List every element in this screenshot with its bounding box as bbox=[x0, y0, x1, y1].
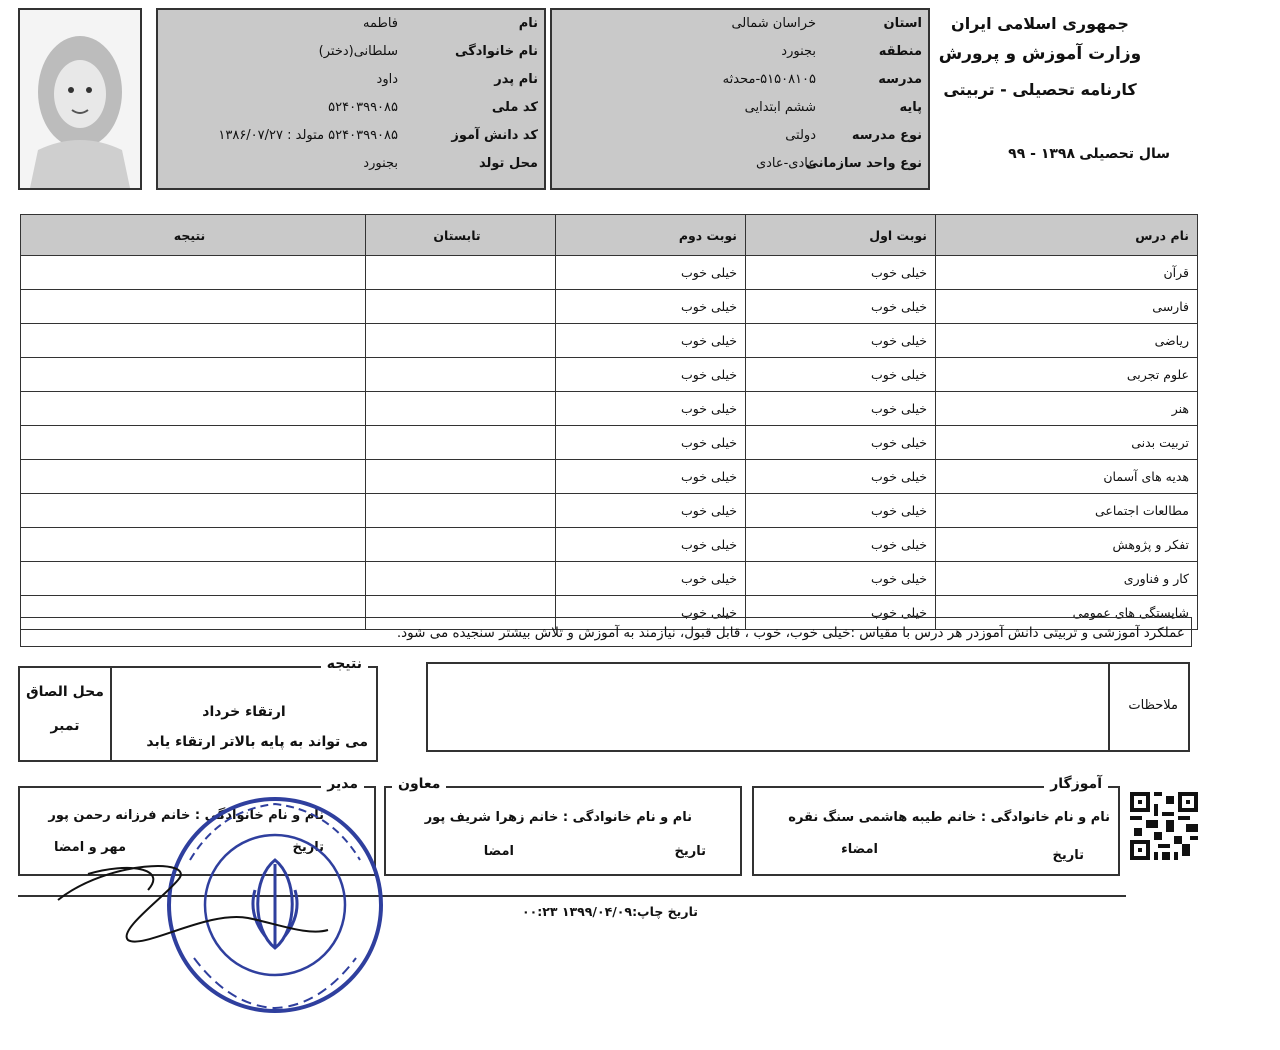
result-cell bbox=[21, 426, 366, 460]
student-photo bbox=[18, 8, 142, 190]
student_info-row bbox=[158, 44, 544, 72]
term2-cell: خیلی خوب bbox=[556, 290, 746, 324]
subject-cell: علوم تجربی bbox=[936, 358, 1198, 392]
term1-cell: خیلی خوب bbox=[746, 256, 936, 290]
school_info-value: دولتی bbox=[785, 128, 816, 143]
student_info-value: سلطانی(دختر) bbox=[318, 44, 398, 59]
subject-cell: تفکر و پژوهش bbox=[936, 528, 1198, 562]
term2-cell: خیلی خوب bbox=[556, 460, 746, 494]
term1-cell: خیلی خوب bbox=[746, 528, 936, 562]
summer-cell bbox=[366, 528, 556, 562]
student_info-value: ۵۲۴۰۳۹۹۰۸۵ متولد : ۱۳۸۶/۰۷/۲۷ bbox=[218, 128, 398, 143]
student_info-value: ۵۲۴۰۳۹۹۰۸۵ bbox=[328, 100, 398, 115]
result-cell bbox=[21, 324, 366, 358]
term1-cell: خیلی خوب bbox=[746, 494, 936, 528]
country-title: جمهوری اسلامی ایران bbox=[951, 14, 1129, 33]
term1-cell: خیلی خوب bbox=[746, 324, 936, 358]
subject-cell: کار و فناوری bbox=[936, 562, 1198, 596]
student_info-value: داود bbox=[376, 72, 398, 87]
student_info-label: کد دانش آموز bbox=[451, 128, 538, 143]
remarks-box bbox=[426, 662, 1190, 752]
grade-row bbox=[21, 460, 1198, 494]
term2-cell: خیلی خوب bbox=[556, 256, 746, 290]
header-result: نتیجه bbox=[21, 215, 366, 256]
result-cell bbox=[21, 290, 366, 324]
summer-cell bbox=[366, 358, 556, 392]
subject-cell: تربیت بدنی bbox=[936, 426, 1198, 460]
subject-cell: شایستگی های عمومی bbox=[936, 596, 1198, 630]
deputy-name: نام و نام خانوادگی : خانم زهرا شریف پور bbox=[424, 810, 692, 825]
summer-cell bbox=[366, 460, 556, 494]
school_info-row bbox=[552, 128, 928, 156]
grade-row bbox=[21, 494, 1198, 528]
student_info-label: کد ملی bbox=[491, 100, 538, 115]
school_info-row bbox=[552, 44, 928, 72]
school_info-label: پایه bbox=[899, 100, 922, 115]
term2-cell: خیلی خوب bbox=[556, 596, 746, 630]
deputy-date-label: تاریخ bbox=[674, 844, 706, 859]
school_info-label: نوع واحد سازمانی bbox=[805, 156, 922, 171]
subject-cell: ریاضی bbox=[936, 324, 1198, 358]
student_info-row bbox=[158, 16, 544, 44]
result-cell bbox=[21, 256, 366, 290]
summer-cell bbox=[366, 392, 556, 426]
result-box bbox=[110, 656, 378, 762]
term1-cell: خیلی خوب bbox=[746, 392, 936, 426]
stamp-line2: تمبر bbox=[50, 718, 80, 734]
school_info-value: بجنورد bbox=[781, 44, 816, 59]
deputy-signature-box bbox=[384, 776, 742, 876]
school_info-label: مدرسه bbox=[878, 72, 922, 87]
term1-cell: خیلی خوب bbox=[746, 460, 936, 494]
grade-row bbox=[21, 290, 1198, 324]
subject-cell: هدیه های آسمان bbox=[936, 460, 1198, 494]
term2-cell: خیلی خوب bbox=[556, 528, 746, 562]
grade-row bbox=[21, 358, 1198, 392]
result-cell bbox=[21, 358, 366, 392]
student_info-row bbox=[158, 156, 544, 184]
student_info-row bbox=[158, 100, 544, 128]
result-cell bbox=[21, 392, 366, 426]
student_info-value: فاطمه bbox=[362, 16, 398, 31]
term1-cell: خیلی خوب bbox=[746, 426, 936, 460]
term2-cell: خیلی خوب bbox=[556, 494, 746, 528]
grades-table bbox=[20, 214, 1198, 630]
student_info-label: نام پدر bbox=[494, 72, 538, 87]
grading-scale-note: عملکرد آموزشی و تربیتی دانش آموزدر هر درس با مقیاس :خیلی خوب، خوب ، قابل قبول، نیازمند به آموزش و تلاش بیشتر سنجیده می شود. bbox=[20, 617, 1192, 647]
subject-cell: فارسی bbox=[936, 290, 1198, 324]
teacher-date-label: تاریخ bbox=[1052, 848, 1084, 863]
subject-cell: مطالعات اجتماعی bbox=[936, 494, 1198, 528]
school_info-row bbox=[552, 100, 928, 128]
principal-sign-label: مهر و امضا bbox=[53, 840, 126, 855]
term1-cell: خیلی خوب bbox=[746, 596, 936, 630]
school_info-value: خراسان شمالی bbox=[731, 16, 816, 31]
header-term2: نوبت دوم bbox=[556, 215, 746, 256]
principal-legend: مدیر bbox=[321, 776, 364, 792]
qr-code-icon bbox=[1130, 792, 1198, 860]
term2-cell: خیلی خوب bbox=[556, 358, 746, 392]
header-summer: تابستان bbox=[366, 215, 556, 256]
grade-row bbox=[21, 324, 1198, 358]
school_info-label: استان bbox=[883, 16, 922, 31]
stamp-line1: محل الصاق bbox=[26, 684, 104, 700]
term2-cell: خیلی خوب bbox=[556, 562, 746, 596]
grade-row bbox=[21, 562, 1198, 596]
stamp-box bbox=[18, 666, 112, 762]
school_info-label: نوع مدرسه bbox=[851, 128, 922, 143]
result-cell bbox=[21, 460, 366, 494]
year-value: ۹۹ - ۱۳۹۸ bbox=[1008, 146, 1075, 162]
teacher-name: نام و نام خانوادگی : خانم طیبه هاشمی سنگ نقره bbox=[788, 810, 1110, 825]
result-cell bbox=[21, 494, 366, 528]
student_info-label: نام bbox=[518, 16, 538, 31]
grade-row bbox=[21, 256, 1198, 290]
result-cell bbox=[21, 562, 366, 596]
student_info-label: نام خانوادگی bbox=[455, 44, 538, 59]
subject-cell: هنر bbox=[936, 392, 1198, 426]
ministry-title: وزارت آموزش و پرورش bbox=[938, 44, 1142, 64]
student-info-box bbox=[156, 8, 546, 190]
deputy-sign-label: امضا bbox=[483, 844, 514, 859]
student_info-row bbox=[158, 72, 544, 100]
student_info-value: بجنورد bbox=[363, 156, 398, 171]
school_info-value: عادی-عادی bbox=[755, 156, 816, 171]
header-subject: نام درس bbox=[936, 215, 1198, 256]
principal-date-label: تاریخ bbox=[292, 840, 324, 855]
school-info-box bbox=[550, 8, 930, 190]
school_info-value: ۵۱۵۰۸۱۰۵-محدثه bbox=[722, 72, 816, 87]
print-date: تاریخ چاپ:۱۳۹۹/۰۴/۰۹ ۰۰:۲۳ bbox=[522, 904, 698, 919]
grade-row bbox=[21, 426, 1198, 460]
school_info-label: منطقه bbox=[878, 44, 922, 59]
summer-cell bbox=[366, 494, 556, 528]
school_info-value: ششم ابتدایی bbox=[744, 100, 816, 115]
school_info-row bbox=[552, 16, 928, 44]
term2-cell: خیلی خوب bbox=[556, 426, 746, 460]
result-line1: ارتقاء خرداد bbox=[202, 704, 286, 720]
student_info-label: محل تولد bbox=[479, 156, 538, 171]
term1-cell: خیلی خوب bbox=[746, 358, 936, 392]
grades-header-row bbox=[21, 215, 1198, 256]
summer-cell bbox=[366, 426, 556, 460]
grade-row bbox=[21, 392, 1198, 426]
school_info-row bbox=[552, 72, 928, 100]
teacher-signature-box bbox=[752, 776, 1120, 876]
term1-cell: خیلی خوب bbox=[746, 562, 936, 596]
principal-name: نام و نام خانوادگی : خانم فرزانه رحمن پور bbox=[48, 808, 324, 823]
header-term1: نوبت اول bbox=[746, 215, 936, 256]
school_info-row bbox=[552, 156, 928, 184]
teacher-legend: آموزگار bbox=[1044, 776, 1108, 792]
principal-handwritten-signature bbox=[48, 840, 338, 950]
term2-cell: خیلی خوب bbox=[556, 392, 746, 426]
remarks-label: ملاحظات bbox=[1128, 698, 1178, 713]
summer-cell bbox=[366, 290, 556, 324]
report-title: کارنامه تحصیلی - تربیتی bbox=[943, 80, 1137, 99]
result-line2: می تواند به پایه بالاتر ارتقاء یابد bbox=[146, 734, 368, 750]
teacher-sign-label: امضاء bbox=[841, 842, 878, 857]
summer-cell bbox=[366, 562, 556, 596]
summer-cell bbox=[366, 324, 556, 358]
result-cell bbox=[21, 528, 366, 562]
summer-cell bbox=[366, 256, 556, 290]
term2-cell: خیلی خوب bbox=[556, 324, 746, 358]
result-legend: نتیجه bbox=[321, 656, 368, 672]
year-label: سال تحصیلی bbox=[1079, 146, 1170, 162]
term1-cell: خیلی خوب bbox=[746, 290, 936, 324]
student_info-row bbox=[158, 128, 544, 156]
subject-cell: قرآن bbox=[936, 256, 1198, 290]
deputy-legend: معاون bbox=[392, 776, 446, 792]
grade-row bbox=[21, 528, 1198, 562]
